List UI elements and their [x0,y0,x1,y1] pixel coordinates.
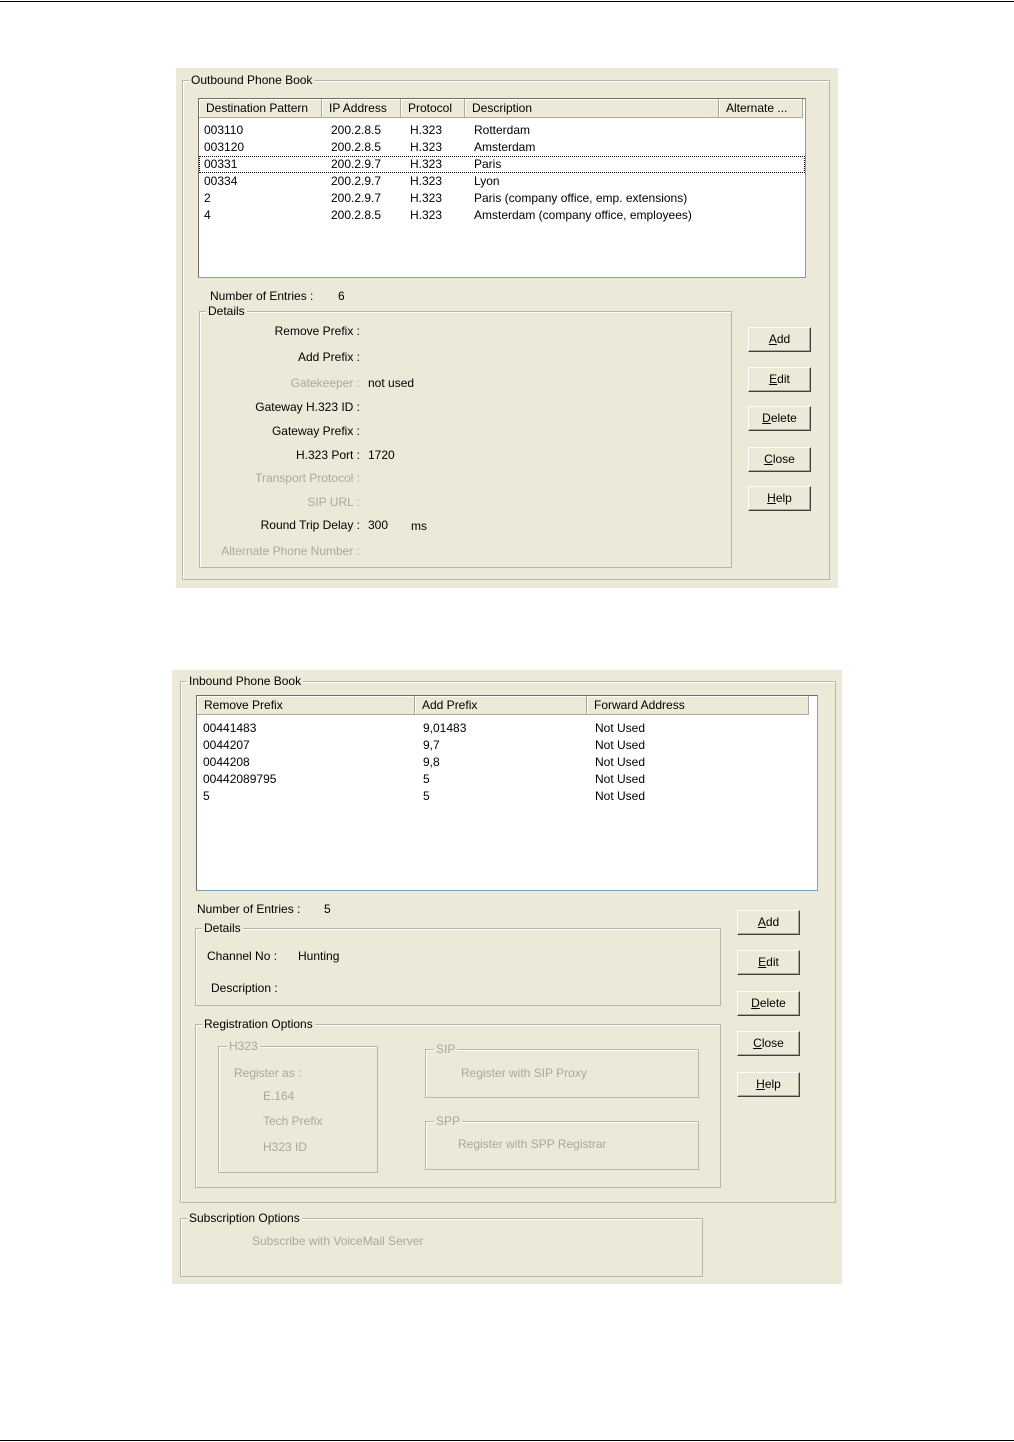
cell-add-prefix: 5 [423,772,430,786]
column-header-add-prefix[interactable]: Add Prefix [415,696,587,715]
details-title: Details [208,304,245,318]
cell-ip: 200.2.8.5 [331,208,382,222]
add-button[interactable] [737,910,800,935]
page-top-rule [0,1,1014,2]
table-row[interactable] [199,173,805,190]
table-row[interactable] [199,207,805,224]
add-accel: A [768,332,777,346]
close-accel: C [753,1036,762,1050]
add-label: dd [776,332,791,346]
edit-label: dit [777,372,790,386]
cell-destination: 4 [204,208,211,222]
table-row[interactable] [197,720,817,737]
delete-button[interactable] [748,406,811,431]
edit-button[interactable] [748,367,811,392]
edit-button[interactable] [737,950,800,975]
delete-accel: D [762,411,771,425]
cell-forward-address: Not Used [595,789,646,803]
sip-title: SIP [436,1042,456,1056]
cell-ip: 200.2.9.7 [331,174,382,188]
cell-description: Amsterdam [474,140,536,154]
cell-forward-address: Not Used [595,772,646,786]
edit-accel: E [769,372,778,386]
cell-remove-prefix: 0044208 [203,755,250,769]
alternate-phone-label: Alternate Phone Number : [221,544,360,558]
inbound-list[interactable] [196,695,818,891]
column-header-remove-prefix[interactable]: Remove Prefix [197,696,415,715]
help-accel: H [767,491,776,505]
help-accel: H [756,1077,765,1091]
round-trip-delay-value: 300 [368,518,389,532]
channel-no-label: Channel No : [207,949,278,963]
cell-destination: 003120 [204,140,245,154]
cell-protocol: H.323 [410,208,443,222]
cell-add-prefix: 9,01483 [423,721,467,735]
add-label: dd [765,915,780,929]
entries-label: Number of Entries : [210,289,314,303]
gateway-h323-id-label: Gateway H.323 ID : [255,400,360,414]
cell-description: Paris [474,157,502,171]
gatekeeper-label: Gatekeeper : [290,376,360,390]
cell-description: Rotterdam [474,123,531,137]
cell-description: Amsterdam (company office, employees) [474,208,692,222]
table-row[interactable] [197,788,817,805]
cell-add-prefix: 9,8 [423,755,440,769]
close-label: lose [772,452,795,466]
cell-destination: 00334 [204,174,238,188]
column-header-description[interactable]: Description [465,99,719,118]
cell-protocol: H.323 [410,174,443,188]
column-header-forward-address[interactable]: Forward Address [587,696,809,715]
edit-label: dit [766,955,779,969]
gatekeeper-value: not used [368,376,415,390]
h323-port-label: H.323 Port : [295,448,360,462]
cell-destination: 2 [204,191,211,205]
edit-accel: E [758,955,767,969]
table-row[interactable] [199,190,805,207]
help-label: elp [775,491,792,505]
table-row[interactable] [199,122,805,139]
column-header-destination-pattern[interactable]: Destination Pattern [199,99,322,118]
delete-label: elete [770,411,797,425]
subscription-options-title: Subscription Options [189,1211,300,1225]
gateway-prefix-label: Gateway Prefix : [271,424,360,438]
cell-protocol: H.323 [410,191,443,205]
cell-ip: 200.2.9.7 [331,157,382,171]
add-prefix-label: Add Prefix : [297,350,360,364]
register-as-label: Register as : [234,1066,302,1080]
cell-remove-prefix: 5 [203,789,210,803]
cell-forward-address: Not Used [595,755,646,769]
delete-label: elete [759,996,786,1010]
tech-prefix-option[interactable]: Tech Prefix [263,1114,323,1128]
cell-protocol: H.323 [410,140,443,154]
column-header-alternate[interactable]: Alternate ... [719,99,803,118]
round-trip-delay-unit: ms [411,519,427,533]
transport-protocol-label: Transport Protocol : [255,471,360,485]
close-button[interactable] [748,447,811,472]
page-bottom-rule [0,1440,1014,1441]
entries-count: 6 [338,289,345,303]
cell-ip: 200.2.8.5 [331,123,382,137]
cell-remove-prefix: 0044207 [203,738,250,752]
outbound-panel [176,68,838,588]
cell-add-prefix: 5 [423,789,430,803]
sip-url-label: SIP URL : [307,495,360,509]
register-sip-proxy-option[interactable]: Register with SIP Proxy [461,1066,587,1080]
cell-ip: 200.2.9.7 [331,191,382,205]
e164-option[interactable]: E.164 [263,1089,295,1103]
add-button[interactable] [748,327,811,352]
column-header-ip-address[interactable]: IP Address [322,99,401,118]
table-row[interactable] [197,754,817,771]
table-row[interactable] [197,737,817,754]
channel-no-value: Hunting [298,949,340,963]
round-trip-delay-label: Round Trip Delay : [260,518,360,532]
help-label: elp [764,1077,781,1091]
delete-accel: D [751,996,760,1010]
register-spp-registrar-option[interactable]: Register with SPP Registrar [458,1137,607,1151]
details-title: Details [204,921,241,935]
close-button[interactable] [737,1031,800,1056]
cell-forward-address: Not Used [595,721,646,735]
cell-protocol: H.323 [410,123,443,137]
cell-ip: 200.2.8.5 [331,140,382,154]
h323-title: H323 [229,1039,258,1053]
delete-button[interactable] [737,991,800,1016]
cell-destination: 00331 [204,157,238,171]
outbound-group-title: Outbound Phone Book [191,73,313,87]
cell-add-prefix: 9,7 [423,738,440,752]
entries-label: Number of Entries : [197,902,301,916]
h323-port-value: 1720 [368,448,395,462]
outbound-list[interactable] [198,98,806,278]
h323-id-option[interactable]: H323 ID [263,1140,308,1154]
help-button[interactable] [737,1072,800,1097]
close-label: lose [761,1036,784,1050]
help-button[interactable] [748,486,811,511]
entries-count: 5 [324,902,331,916]
inbound-group-title: Inbound Phone Book [189,674,302,688]
registration-options-title: Registration Options [204,1017,313,1031]
cell-remove-prefix: 00441483 [203,721,257,735]
table-row[interactable] [199,139,805,156]
table-row[interactable] [197,771,817,788]
cell-remove-prefix: 00442089795 [203,772,277,786]
remove-prefix-label: Remove Prefix : [274,324,360,338]
table-row-selected[interactable] [199,156,805,173]
cell-protocol: H.323 [410,157,443,171]
spp-title: SPP [436,1114,461,1128]
close-accel: C [764,452,773,466]
description-label: Description : [211,981,278,995]
cell-destination: 003110 [204,123,244,137]
cell-forward-address: Not Used [595,738,646,752]
column-header-protocol[interactable]: Protocol [401,99,465,118]
cell-description: Paris (company office, emp. extensions) [474,191,688,205]
add-accel: A [757,915,766,929]
subscribe-voicemail-option[interactable]: Subscribe with VoiceMail Server [252,1234,424,1248]
cell-description: Lyon [474,174,500,188]
inbound-panel [172,670,842,1284]
